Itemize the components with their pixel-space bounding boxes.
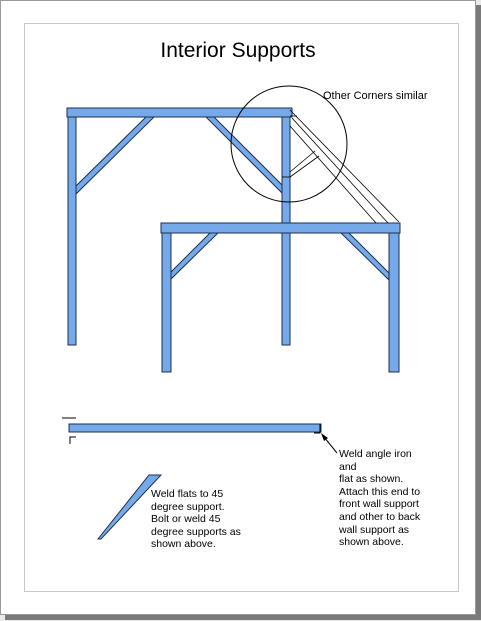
note-line: shown above. — [339, 536, 404, 549]
front-left-brace — [171, 233, 218, 279]
front-left-post — [162, 233, 171, 372]
note-line: and other to back — [339, 510, 421, 523]
corner-mark-left — [70, 437, 76, 444]
page-title: Interior Supports — [160, 39, 316, 62]
front-right-post — [389, 233, 399, 372]
note-line: Weld angle iron — [339, 448, 412, 460]
note-weld-angle-iron — [339, 448, 420, 549]
note-line: degree support. — [151, 500, 225, 513]
note-line: and — [339, 460, 357, 473]
back-right-brace — [206, 117, 282, 193]
note-line: flat as shown. — [339, 473, 404, 486]
note-line: Weld flats to 45 — [151, 488, 224, 500]
back-left-brace — [76, 117, 154, 194]
note-line: Attach this end to — [339, 485, 421, 498]
note-line: front wall support — [339, 498, 419, 511]
note-weld-flats — [151, 488, 241, 551]
note-other-corners: Other Corners similar — [323, 90, 428, 102]
note-line: Bolt or weld 45 — [151, 513, 221, 526]
angle-iron — [282, 110, 399, 223]
note-line: wall support as — [339, 523, 410, 536]
front-right-brace — [341, 233, 389, 280]
back-top-beam — [67, 108, 292, 117]
front-top-beam — [161, 223, 400, 233]
back-left-post — [68, 117, 76, 345]
note-line: degree supports as — [151, 525, 241, 538]
note-line: shown above. — [151, 538, 216, 551]
flat-bar — [69, 424, 321, 432]
leader-arrow — [321, 433, 337, 453]
